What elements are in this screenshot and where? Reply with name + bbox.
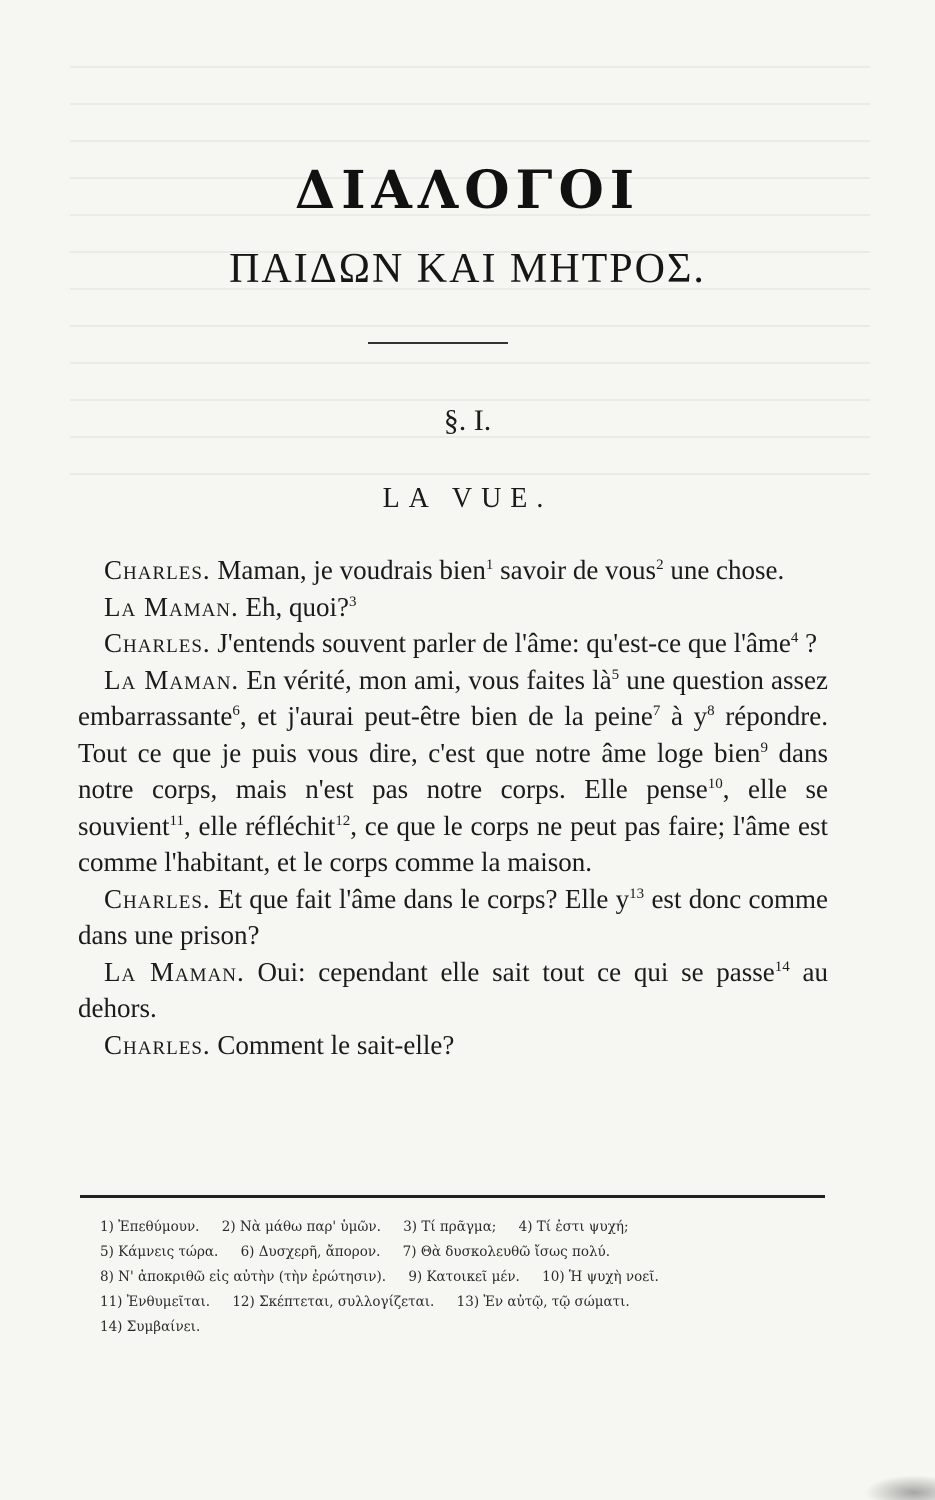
- dialogue-paragraph: [78, 954, 828, 1027]
- footnote-ref: 12: [335, 812, 351, 829]
- footnote: 2) Νὰ μάθω παρ' ὑμῶν.: [221, 1219, 381, 1235]
- dialogue-text: , elle se souvient: [78, 774, 828, 841]
- footnote-ref: 2: [656, 557, 664, 573]
- title-divider: [368, 342, 508, 344]
- page-subtitle: ΠΑΙΔΩΝ ΚΑΙ ΜΗΤΡΟΣ.: [229, 246, 706, 292]
- footnote: 13) Ἐν αὐτῷ, τῷ σώματι.: [456, 1294, 630, 1310]
- footnote-ref: 1: [485, 557, 494, 573]
- footnote-ref: 6: [232, 703, 240, 719]
- footnote-ref: 5: [611, 666, 620, 683]
- dialogue-text: Et que fait l'âme dans le corps? Elle y: [217, 883, 630, 914]
- dialogue-text: une question assez embarrassante: [78, 664, 829, 731]
- footnote-ref: 13: [629, 885, 645, 902]
- speaker-name: Charles.: [104, 1029, 211, 1060]
- footnotes: [100, 1215, 820, 1340]
- dialogue-text: ?: [798, 628, 818, 658]
- footnote-ref: 9: [760, 739, 768, 756]
- dialogue-text: , elle réfléchit: [183, 810, 336, 841]
- footnote: 5) Κάμνεις τώρα.: [100, 1244, 219, 1260]
- dialogue-paragraph: [78, 552, 828, 589]
- footnote-ref: 3: [349, 593, 357, 610]
- speaker-name: Charles.: [104, 628, 211, 658]
- footnote-ref: 11: [169, 812, 184, 829]
- dialogue-text: Eh, quoi?: [245, 591, 350, 622]
- speaker-name: La Maman.: [104, 591, 239, 622]
- page-title: ΔΙΑΛΟΓΟΙ: [294, 160, 641, 221]
- footnote: 10) Ἡ ψυχὴ νοεῖ.: [542, 1269, 659, 1285]
- speaker-name: Charles.: [104, 555, 211, 585]
- footnote: 14) Συμβαίνει.: [100, 1319, 201, 1335]
- footnote-line: [100, 1290, 820, 1315]
- footnote-ref: 4: [790, 630, 799, 646]
- footnote: 4) Τί ἐστι ψυχή;: [518, 1219, 629, 1235]
- footnote: 7) Θὰ δυσκολευθῶ ἴσως πολύ.: [402, 1244, 611, 1260]
- dialogue-text: à y: [660, 701, 708, 731]
- dialogue-paragraph: [78, 625, 828, 662]
- dialogue-body: [78, 552, 828, 1063]
- footnote: 8) Ν' ἀποκριθῶ εἰς αὐτὴν (τὴν ἐρώτησιν).: [100, 1269, 387, 1285]
- footnote-ref: 8: [707, 703, 715, 719]
- dialogue-paragraph: [78, 1027, 828, 1064]
- section-heading: LA VUE.: [382, 483, 553, 514]
- dialogue-text: dans notre corps, mais n'est pas notre corps. Elle pense: [78, 737, 829, 804]
- footnote: 11) Ἐνθυμεῖται.: [100, 1294, 211, 1310]
- footnote-ref: 14: [774, 958, 790, 975]
- footnote-line: [100, 1315, 820, 1340]
- dialogue-text: une chose.: [663, 555, 785, 585]
- speaker-name: La Maman.: [104, 664, 240, 695]
- dialogue-text: est donc comme dans une prison?: [78, 883, 829, 950]
- speaker-name: La Maman.: [104, 956, 245, 987]
- dialogue-paragraph: [78, 881, 828, 954]
- dialogue-text: Comment le sait-elle?: [217, 1029, 455, 1060]
- dialogue-text: Oui: cependant elle sait tout ce qui se passe: [257, 956, 775, 987]
- footnote: 9) Κατοικεῖ μέν.: [408, 1269, 520, 1285]
- dialogue-text: , et j'aurai peut-être bien de la peine: [239, 701, 653, 731]
- speaker-name: Charles.: [104, 883, 211, 914]
- footnote-line: [100, 1215, 820, 1240]
- footnote-line: [100, 1265, 820, 1290]
- dialogue-text: au dehors.: [78, 956, 829, 1023]
- footnote-line: [100, 1240, 820, 1265]
- dialogue-text: répondre. Tout ce que je puis vous dire, c'est que notre âme loge bien: [78, 701, 829, 768]
- footnote: 3) Τί πρᾶγμα;: [403, 1219, 497, 1235]
- footnote: 12) Σκέπτεται, συλλογίζεται.: [232, 1294, 435, 1310]
- footnote-divider: [80, 1195, 825, 1198]
- footnote: 1) Ἐπεθύμουν.: [100, 1219, 200, 1235]
- dialogue-paragraph: [78, 589, 828, 626]
- footnote: 6) Δυσχερῆ, ἄπορον.: [240, 1244, 381, 1260]
- dialogue-text: En vérité, mon ami, vous faites là: [246, 664, 612, 695]
- footnote-ref: 7: [652, 703, 661, 719]
- dialogue-text: J'entends souvent parler de l'âme: qu'est-ce que l'âme: [217, 628, 791, 658]
- dialogue-text: Maman, je voudrais bien: [217, 555, 486, 585]
- dialogue-paragraph: [78, 662, 828, 881]
- ink-smudge: [865, 1475, 935, 1500]
- section-number: §. I.: [443, 404, 492, 437]
- dialogue-text: , ce que le corps ne peut pas faire; l'âme est comme l'habitant, et le corps comme la maison.: [78, 810, 828, 877]
- footnote-ref: 10: [707, 776, 723, 792]
- dialogue-text: savoir de vous: [493, 555, 657, 585]
